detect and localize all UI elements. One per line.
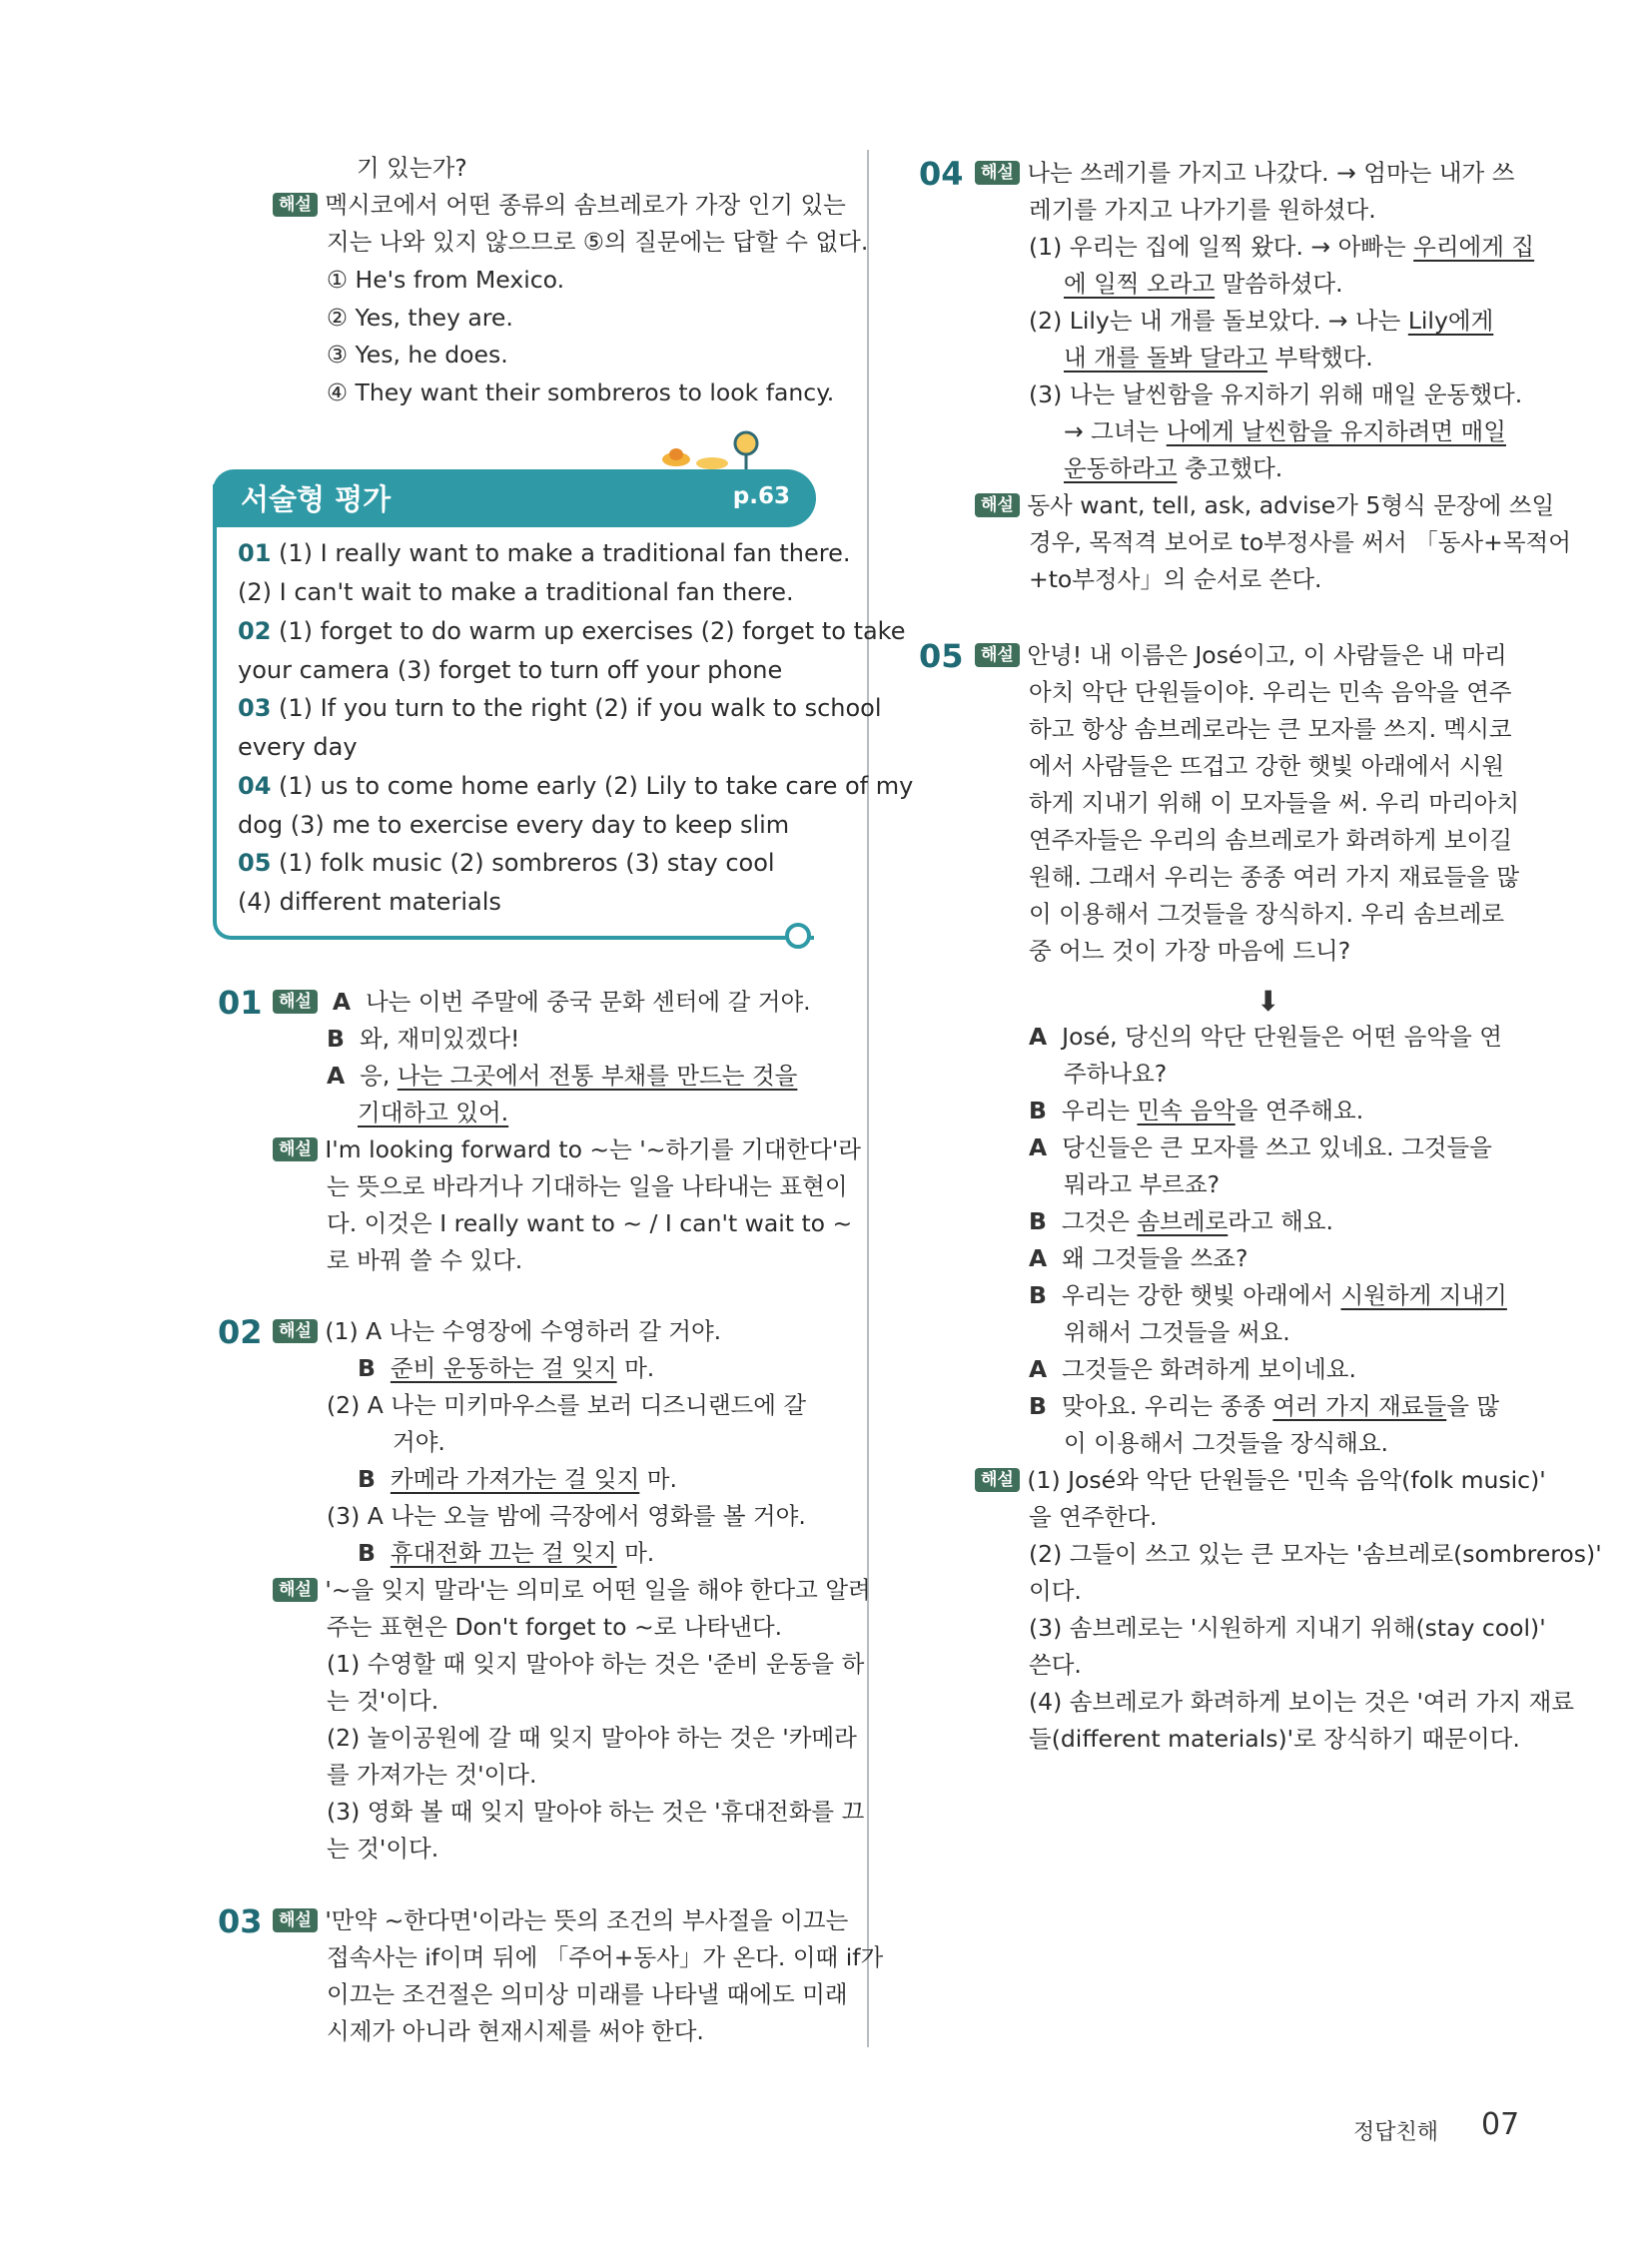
text-line: (3) 나는 날씬함을 유지하기 위해 매일 운동했다.	[1029, 380, 1523, 408]
text-line: (4) 솜브레로가 화려하게 보이는 것은 '여러 가지 재료	[1029, 1688, 1575, 1716]
text-line: 해설 '~을 잊지 말라'는 의미로 어떤 일을 해야 한다고 알려	[273, 1572, 871, 1609]
answer-line: (2) I can't wait to make a traditional fan there.	[238, 578, 794, 606]
question-number: 05	[919, 637, 964, 675]
text-line: 거야.	[393, 1428, 445, 1456]
text-line: 해설 I'm looking forward to ~는 '~하기를 기대한다'라	[273, 1131, 861, 1168]
text-line: 기 있는가?	[357, 154, 467, 182]
text-line: 경우, 목적격 보어로 to부정사를 써서 「동사+목적어	[1029, 528, 1571, 556]
text-line: (2) 그들이 쓰고 있는 큰 모자는 '솜브레로(sombreros)'	[1029, 1540, 1602, 1568]
text-line: 원해. 그래서 우리는 종종 여러 가지 재료들을 많	[1029, 863, 1520, 891]
text-line: 중 어느 것이 가장 마음에 드니?	[1029, 937, 1351, 965]
answer-line: 03 (1) If you turn to the right (2) if you walk to school	[238, 694, 882, 722]
text-line: 주하나요?	[1064, 1060, 1168, 1088]
text-line: 해설 (1) A 나는 수영장에 수영하러 갈 거야.	[273, 1313, 721, 1350]
column-divider	[867, 150, 869, 2047]
text-line: 해설 안녕! 내 이름은 José이고, 이 사람들은 내 마리	[975, 637, 1507, 674]
down-arrow-icon: ⬇	[1256, 985, 1280, 1018]
text-line: B 맞아요. 우리는 종종 여러 가지 재료들을 많	[1029, 1392, 1500, 1420]
text-line: 위해서 그것들을 써요.	[1064, 1318, 1290, 1346]
answer-line: every day	[238, 733, 358, 761]
text-line: A 그것들은 화려하게 보이네요.	[1029, 1355, 1356, 1383]
text-line: 시제가 아니라 현재시제를 써야 한다.	[327, 2017, 704, 2045]
text-line: (3) 솜브레로는 '시원하게 지내기 위해(stay cool)'	[1029, 1614, 1546, 1642]
explanation-tag: 해설	[273, 193, 318, 217]
text-line: 에서 사람들은 뜨겁고 강한 햇빛 아래에서 시원	[1029, 752, 1505, 780]
question-number: 04	[919, 155, 964, 193]
answer-line: your camera (3) forget to turn off your phone	[238, 656, 783, 684]
text-line: (1) 우리는 집에 일찍 왔다. → 아빠는 우리에게 집	[1029, 233, 1535, 261]
text-line: (2) A 나는 미키마우스를 보러 디즈니랜드에 갈	[327, 1391, 807, 1419]
text-line: 이 이용해서 그것들을 장식해요.	[1064, 1429, 1388, 1457]
text-line: 하고 항상 솜브레로라는 큰 모자를 쓰지. 멕시코	[1029, 715, 1512, 743]
text-line: B 우리는 민속 음악을 연주해요.	[1029, 1097, 1364, 1124]
box-page-ref: p.63	[732, 483, 790, 509]
text-line: 지는 나와 있지 않으므로 ⑤의 질문에는 답할 수 없다.	[327, 228, 869, 256]
text-line: 를 가져가는 것'이다.	[327, 1761, 537, 1789]
text-line: 뭐라고 부르죠?	[1064, 1170, 1221, 1198]
writing-assessment-header	[213, 469, 816, 527]
text-line: 들(different materials)'로 장식하기 때문이다.	[1029, 1725, 1520, 1753]
text-line: 다. 이것은 I really want to ~ / I can't wait to ~	[327, 1209, 853, 1237]
text-line: 주는 표현은 Don't forget to ~로 나타낸다.	[327, 1613, 783, 1641]
text-line: 해설 나는 쓰레기를 가지고 나갔다. → 엄마는 내가 쓰	[975, 155, 1514, 192]
text-line: (2) 놀이공원에 갈 때 잊지 말아야 하는 것은 '카메라	[327, 1724, 857, 1752]
answer-line: 02 (1) forget to do warm up exercises (2) forget to take	[238, 617, 906, 645]
text-line: B 와, 재미있겠다!	[327, 1025, 520, 1053]
box-title: 서술형 평가	[241, 482, 392, 516]
text-line: ② Yes, they are.	[327, 304, 513, 332]
text-line: A 왜 그것들을 쓰죠?	[1029, 1244, 1248, 1272]
text-line: ① He's from Mexico.	[327, 266, 565, 294]
text-line: 내 개를 돌봐 달라고 부탁했다.	[1064, 344, 1373, 372]
text-line: B 준비 운동하는 걸 잊지 마.	[358, 1354, 655, 1382]
text-line: B 카메라 가져가는 걸 잊지 마.	[358, 1465, 677, 1493]
text-line: 에 일찍 오라고 말씀하셨다.	[1064, 270, 1343, 298]
text-line: 기대하고 있어.	[358, 1099, 509, 1126]
text-line: 이 이용해서 그것들을 장식하지. 우리 솜브레로	[1029, 900, 1505, 928]
sombrero-icon	[654, 429, 759, 471]
text-line: 해설 멕시코에서 어떤 종류의 솜브레로가 가장 인기 있는	[273, 187, 846, 224]
text-line: 이끄는 조건절은 의미상 미래를 나타낼 때에도 미래	[327, 1980, 848, 2008]
text-line: 해설 (1) José와 악단 단원들은 '민속 음악(folk music)'	[975, 1462, 1546, 1499]
text-line: 는 것'이다.	[327, 1687, 439, 1715]
text-line: A 응, 나는 그곳에서 전통 부채를 만드는 것을	[327, 1062, 798, 1090]
text-line: 레기를 가지고 나가기를 원하셨다.	[1029, 196, 1376, 224]
question-number: 01	[218, 984, 263, 1022]
box-end-dot	[785, 923, 811, 949]
text-line: ④ They want their sombreros to look fancy.	[327, 378, 835, 406]
text-line: 해설 동사 want, tell, ask, advise가 5형식 문장에 쓰일	[975, 487, 1554, 524]
text-line: 는 뜻으로 바라거나 기대하는 일을 나타내는 표현이	[327, 1172, 848, 1200]
text-line: (1) 수영할 때 잊지 말아야 하는 것은 '준비 운동을 하	[327, 1650, 865, 1678]
text-line: (3) A 나는 오늘 밤에 극장에서 영화를 볼 거야.	[327, 1502, 806, 1530]
text-line: 접속사는 if이며 뒤에 「주어+동사」가 온다. 이때 if가	[327, 1943, 884, 1971]
answer-line: dog (3) me to exercise every day to keep slim	[238, 811, 790, 839]
text-line: 는 것'이다.	[327, 1835, 439, 1863]
text-line: (3) 영화 볼 때 잊지 말아야 하는 것은 '휴대전화를 끄	[327, 1798, 865, 1826]
footer-label: 정답친해	[1353, 2120, 1439, 2145]
text-line: 연주자들은 우리의 솜브레로가 화려하게 보이길	[1029, 826, 1512, 854]
text-line: ③ Yes, he does.	[327, 341, 508, 369]
text-line: 로 바꿔 쓸 수 있다.	[327, 1246, 523, 1274]
text-line: A 당신들은 큰 모자를 쓰고 있네요. 그것들을	[1029, 1133, 1492, 1161]
answer-line: 05 (1) folk music (2) sombreros (3) stay cool	[238, 849, 775, 877]
text-line: 아치 악단 단원들이야. 우리는 민속 음악을 연주	[1029, 678, 1512, 706]
answer-line: 01 (1) I really want to make a traditional fan there.	[238, 539, 851, 567]
text-line: +to부정사」의 순서로 쓴다.	[1029, 565, 1322, 593]
text-line: (2) Lily는 내 개를 돌보았다. → 나는 Lily에게	[1029, 307, 1494, 335]
text-line: 운동하라고 충고했다.	[1064, 454, 1283, 482]
text-line: 하게 지내기 위해 이 모자들을 써. 우리 마리아치	[1029, 789, 1520, 817]
question-number: 03	[218, 1902, 263, 1940]
text-line: 을 연주한다.	[1029, 1503, 1158, 1531]
text-line: 해설 A 나는 이번 주말에 중국 문화 센터에 갈 거야.	[273, 984, 811, 1021]
text-line: → 그녀는 나에게 날씬함을 유지하려면 매일	[1064, 417, 1506, 445]
text-line: 쓴다.	[1029, 1651, 1082, 1679]
answer-line: (4) different materials	[238, 888, 501, 916]
text-line: B 휴대전화 끄는 걸 잊지 마.	[358, 1539, 655, 1567]
text-line: A José, 당신의 악단 단원들은 어떤 음악을 연	[1029, 1023, 1502, 1051]
text-line: 이다.	[1029, 1577, 1082, 1605]
question-number: 02	[218, 1313, 263, 1351]
text-line: B 그것은 솜브레로라고 해요.	[1029, 1207, 1334, 1235]
text-line: 해설 '만약 ~한다면'이라는 뜻의 조건의 부사절을 이끄는	[273, 1902, 848, 1939]
page-number: 07	[1481, 2107, 1520, 2142]
text-line: B 우리는 강한 햇빛 아래에서 시원하게 지내기	[1029, 1281, 1507, 1309]
answer-line: 04 (1) us to come home early (2) Lily to take care of my	[238, 772, 914, 800]
